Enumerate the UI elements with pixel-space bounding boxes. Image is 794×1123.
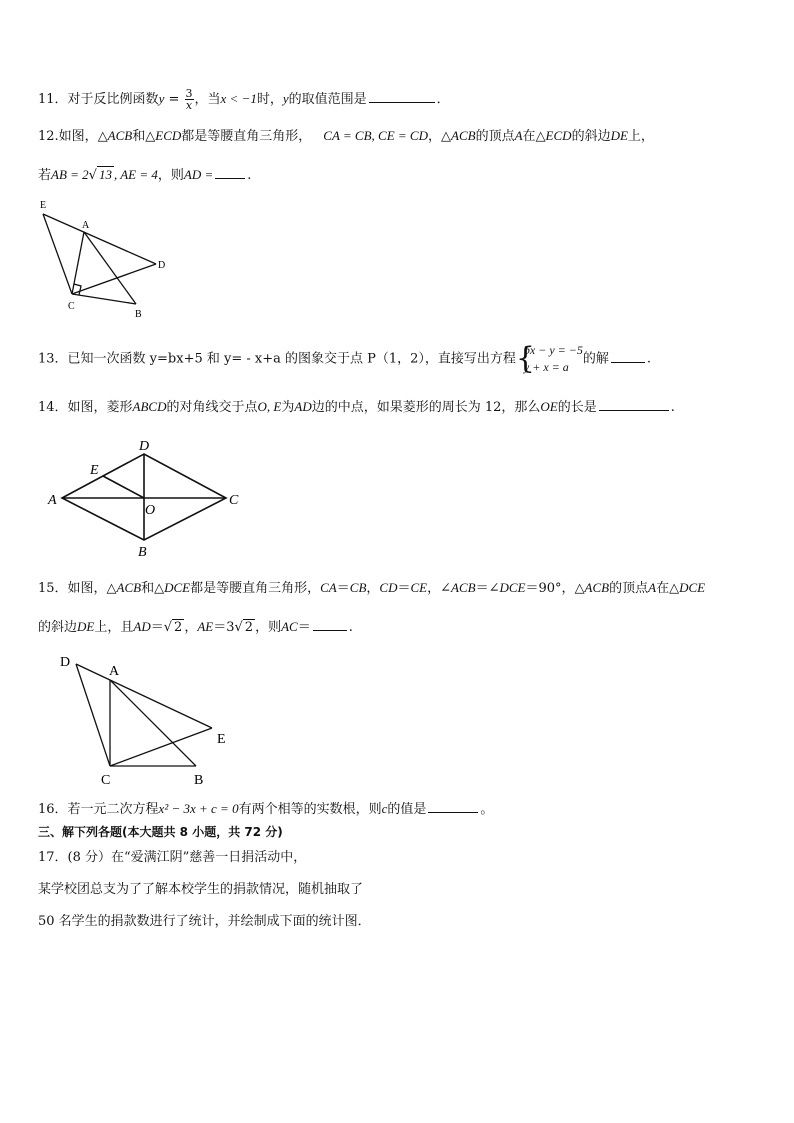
label-C: C xyxy=(101,773,111,788)
label-E: E xyxy=(90,463,99,478)
answer-blank-15[interactable] xyxy=(313,616,347,631)
segment-EC xyxy=(43,214,72,294)
segment-AB xyxy=(110,680,196,766)
section-3-heading: 三、解下列各题(本大题共 8 小题，共 72 分) xyxy=(38,825,283,839)
label-E: E xyxy=(217,732,226,747)
answer-blank-16[interactable] xyxy=(428,798,478,813)
question-17-line-2: 某学校团总支为了了解本校学生的捐款情况，随机抽取了 xyxy=(38,882,364,897)
figure-14-rhombus xyxy=(44,436,244,560)
question-14: 14．如图，菱形ABCD的对角线交于点O, E为AD边的中点，如果菱形的周长为 12，那么OE的长是 . xyxy=(38,396,675,418)
equation-system: { bx − y = −5 y + x = a xyxy=(515,341,583,376)
label-C: C xyxy=(229,493,239,508)
question-15-line-1: 15．如图，△ACB和△DCE都是等腰直角三角形，CA＝CB，CD＝CE，∠ACB＝∠DCE＝90°，△ACB的顶点A在△DCE xyxy=(38,580,706,596)
question-12-line-2: 若AB = 2√ 13 , AE = 4，则AD = . xyxy=(38,164,251,186)
label-B: B xyxy=(194,773,204,788)
segment-DC xyxy=(76,664,110,766)
label-A: A xyxy=(82,220,90,231)
label-A: A xyxy=(48,493,57,508)
label-D: D xyxy=(139,439,150,454)
label-B: B xyxy=(138,545,147,560)
label-D: D xyxy=(60,655,71,670)
segment-CE xyxy=(110,728,212,766)
figure-12-triangles xyxy=(36,196,186,320)
figure-15-triangles xyxy=(52,650,252,790)
label-A: A xyxy=(109,664,120,679)
label-O: O xyxy=(145,503,156,518)
sqrt-2: √ 2 xyxy=(163,620,183,635)
label-D: D xyxy=(158,260,166,271)
label-E: E xyxy=(40,200,47,211)
label-B: B xyxy=(135,309,142,320)
question-12-line-1: 12.如图，△ACB和△ECD都是等腰直角三角形， CA = CB, CE = CD，△ACB的顶点A在△ECD的斜边DE上， xyxy=(38,128,654,144)
answer-blank-11[interactable] xyxy=(369,88,435,103)
question-17-line-1: 17．(8 分）在“爱满江阴”慈善一日捐活动中， xyxy=(38,850,307,865)
label-C: C xyxy=(68,301,75,312)
segment-EO xyxy=(103,476,144,498)
segment-DC xyxy=(72,264,156,294)
sqrt-13: √ 13 xyxy=(88,167,112,183)
question-17-line-3: 50 名学生的捐款数进行了统计，并绘制成下面的统计图． xyxy=(38,914,371,929)
answer-blank-13[interactable] xyxy=(611,348,645,363)
question-16: 16．若一元二次方程x² − 3x + c = 0有两个相等的实数根，则c的值是 。 xyxy=(38,798,493,820)
segment-DE xyxy=(76,664,212,728)
segment-AB xyxy=(84,232,136,304)
answer-blank-14[interactable] xyxy=(599,396,669,411)
q11-number: 11． xyxy=(38,92,68,107)
segment-ED xyxy=(43,214,156,264)
question-13: 13．已知一次函数 y=bx+5 和 y= - x+a 的图象交于点 P（1，2），直接写出方程 { bx − y = −5 y + x = a 的解 . xyxy=(38,341,652,376)
question-15-line-2: 的斜边DE上，且AD＝√ 2 ，AE＝3√ 2 ，则AC＝ . xyxy=(38,616,353,638)
question-11: 11．对于反比例函数y = $\frac{3}{x}$ ，当x < −1时，y的取值范围是 ． xyxy=(38,87,450,112)
segment-CB xyxy=(72,294,136,304)
answer-blank-12[interactable] xyxy=(215,164,245,179)
fraction-3-over-x: $\frac{3}{x}$ xyxy=(185,87,193,112)
sqrt-2b: √ 2 xyxy=(234,620,254,635)
